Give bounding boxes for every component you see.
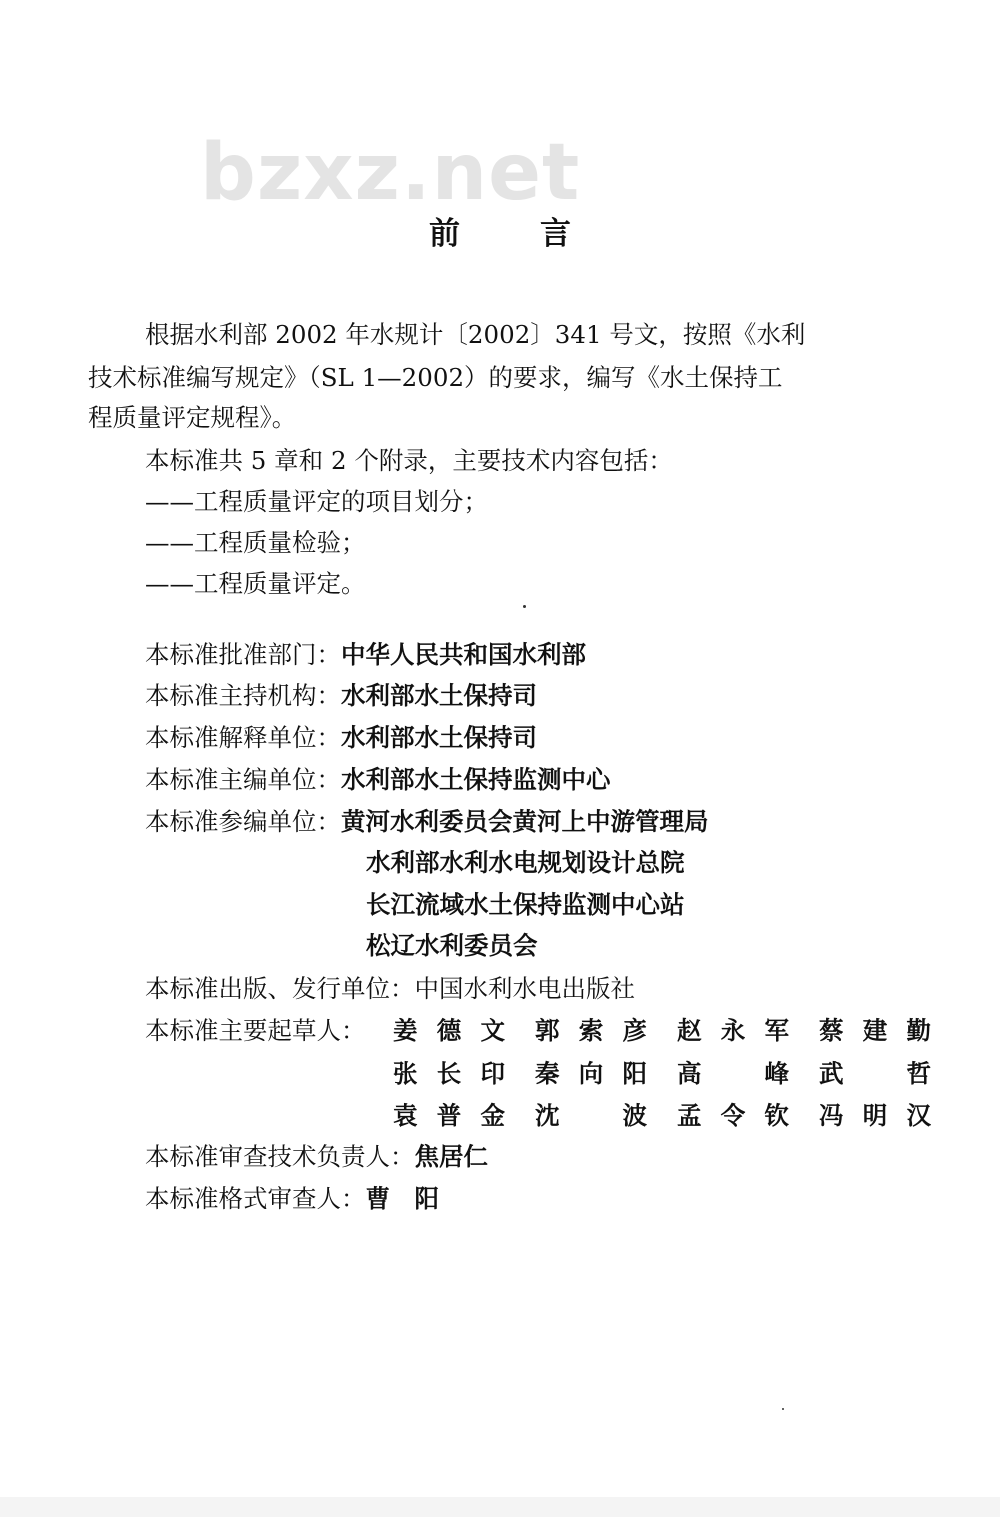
credit-review-tech [145,1140,488,1174]
credit-participant-label: 本标准参编单位： [145,807,341,836]
page-bottom-edge [0,1497,1000,1517]
credit-approve-label: 本标准批准部门： [145,640,341,669]
intro-line-1: 根据水利部 2002 年水规计〔2002〕341 号文，按照《水利 [145,320,806,349]
credit-participant [145,805,709,839]
drafter-name: 赵永军 [677,1016,789,1045]
drafter-name: 郭索彦 [535,1016,647,1045]
credit-review-tech-value: 焦居仁 [414,1142,488,1171]
drafter-name: 袁普金 [393,1101,505,1130]
credit-interpret-label: 本标准解释单位： [145,723,341,752]
drafter-name: 蔡建勤 [819,1016,931,1045]
credit-format-review-label: 本标准格式审查人： [145,1184,366,1213]
credit-participant-4: 松辽水利委员会 [366,931,538,960]
drafters-row-2 [393,1057,931,1091]
drafter-name: 沈 波 [535,1101,647,1130]
title-char-1: 前 [429,216,460,252]
credit-approve [145,638,586,672]
credit-host-value: 水利部水土保持司 [341,681,537,710]
credit-interpret-value: 水利部水土保持司 [341,723,537,752]
drafter-name: 姜德文 [393,1016,505,1045]
drafter-name: 秦向阳 [535,1059,647,1088]
credit-participant-3: 长江流域水土保持监测中心站 [366,890,685,919]
drafter-name: 高 峰 [677,1059,789,1088]
credit-approve-value: 中华人民共和国水利部 [341,640,586,669]
credit-chief [145,763,611,797]
page-title [0,208,1000,253]
credit-chief-value: 水利部水土保持监测中心 [341,765,611,794]
scan-speck [523,605,526,608]
credit-publisher-label: 本标准出版、发行单位： [145,974,415,1003]
credit-chief-label: 本标准主编单位： [145,765,341,794]
credit-participant-1: 黄河水利委员会黄河上中游管理局 [341,807,709,836]
drafter-name: 张长印 [393,1059,505,1088]
credit-publisher-value: 中国水利水电出版社 [414,974,635,1003]
credit-publisher [145,972,635,1006]
content-item-3: ——工程质量评定。 [145,569,366,598]
credit-format-review [145,1182,439,1216]
drafter-name: 冯明汉 [819,1101,931,1130]
content-item-2: ——工程质量检验； [145,528,366,557]
drafters-row-1 [393,1014,931,1048]
watermark-logo: bzxz.net [200,128,581,218]
drafters-row-3 [393,1099,931,1133]
credit-format-review-value: 曹 阳 [365,1184,439,1213]
credit-drafters-label: 本标准主要起草人： [145,1016,366,1045]
credit-review-tech-label: 本标准审查技术负责人： [145,1142,415,1171]
credit-interpret [145,721,537,755]
content-intro: 本标准共 5 章和 2 个附录，主要技术内容包括： [145,446,673,475]
credit-host-label: 本标准主持机构： [145,681,341,710]
drafter-name: 武 哲 [819,1059,931,1088]
credit-participant-2: 水利部水利水电规划设计总院 [366,848,685,877]
intro-line-3: 程质量评定规程》。 [88,403,297,432]
scan-speck [782,1408,784,1410]
drafter-name: 孟令钦 [677,1101,789,1130]
credit-host [145,679,537,713]
title-char-2: 言 [540,216,571,252]
intro-line-2: 技术标准编写规定》（SL 1—2002）的要求，编写《水土保持工 [88,363,783,392]
content-item-1: ——工程质量评定的项目划分； [145,487,488,516]
